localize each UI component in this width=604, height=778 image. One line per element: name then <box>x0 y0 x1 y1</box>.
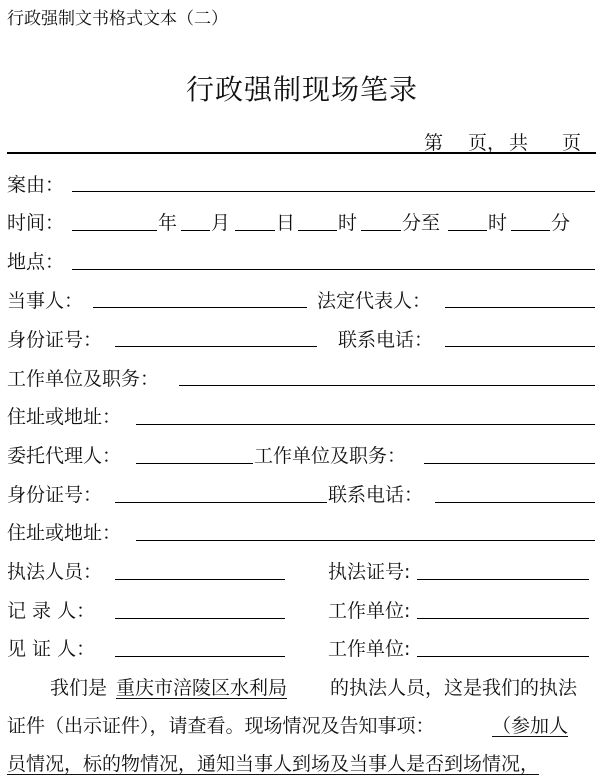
document-set-label: 行政强制文书格式文本（二） <box>7 9 228 29</box>
total-suffix: 页 <box>562 132 582 154</box>
end-hour-unit: 时 <box>488 212 508 234</box>
total-prefix: 共 <box>509 132 529 154</box>
time-label: 时间： <box>7 212 65 234</box>
agent-label: 委托代理人： <box>7 445 122 467</box>
address-label: 住址或地址： <box>7 406 122 428</box>
end-minute-unit: 分 <box>551 212 571 234</box>
witness-field[interactable] <box>115 656 285 657</box>
statement-line1-end: 的执法人员，这是我们的执法 <box>330 677 578 699</box>
agent-address-label: 住址或地址： <box>7 522 122 544</box>
phone-label: 联系电话： <box>338 329 434 351</box>
agent-phone-field[interactable] <box>435 502 595 503</box>
case-label: 案由： <box>7 174 65 196</box>
statement-line2: 证件（出示证件），请查看。现场情况及告知事项： <box>7 715 435 737</box>
day-field[interactable] <box>235 230 275 231</box>
hour-unit: 时 <box>338 212 358 234</box>
month-field[interactable] <box>181 230 210 231</box>
recorder-label: 记 录 人： <box>7 600 96 622</box>
header-rule <box>7 152 596 154</box>
agent-address-field[interactable] <box>136 540 595 541</box>
place-field[interactable] <box>72 269 595 270</box>
officer-field[interactable] <box>115 579 285 580</box>
witness-unit-label: 工作单位: <box>328 638 411 660</box>
work-unit-label: 工作单位及职务： <box>7 368 160 390</box>
minute-to-unit: 分至 <box>402 212 441 234</box>
recorder-unit-label: 工作单位: <box>328 600 411 622</box>
statement-line2-underlined: （参加人 <box>492 715 569 737</box>
agent-id-field[interactable] <box>115 502 327 503</box>
day-unit: 日 <box>276 212 296 234</box>
document-title: 行政强制现场笔录 <box>185 73 418 106</box>
agent-work-unit-label: 工作单位及职务： <box>254 445 407 467</box>
cert-number-label: 执法证号: <box>328 561 411 583</box>
recorder-field[interactable] <box>115 618 285 619</box>
agent-work-unit-field[interactable] <box>424 463 595 464</box>
page-suffix: 页， <box>468 132 507 154</box>
page-prefix: 第 <box>424 132 444 154</box>
agent-id-label: 身份证号： <box>7 484 103 506</box>
month-unit: 月 <box>211 212 231 234</box>
legal-rep-field[interactable] <box>445 307 595 308</box>
year-field[interactable] <box>72 230 157 231</box>
officer-label: 执法人员： <box>7 561 103 583</box>
minute-field[interactable] <box>361 230 401 231</box>
witness-unit-field[interactable] <box>417 656 589 657</box>
end-minute-field[interactable] <box>511 230 550 231</box>
agent-field[interactable] <box>136 463 253 464</box>
agent-phone-label: 联系电话： <box>328 484 424 506</box>
place-label: 地点： <box>7 251 65 273</box>
case-field[interactable] <box>72 191 595 192</box>
witness-label: 见 证 人： <box>7 638 96 660</box>
id-number-field[interactable] <box>115 346 317 347</box>
statement-intro: 我们是 <box>50 677 108 699</box>
statement-line3: 员情况，标的物情况，通知当事人到场及当事人是否到场情况， <box>7 753 540 775</box>
party-label: 当事人： <box>7 290 84 312</box>
id-number-label: 身份证号： <box>7 329 103 351</box>
cert-number-field[interactable] <box>417 579 589 580</box>
end-hour-field[interactable] <box>448 230 487 231</box>
party-field[interactable] <box>93 307 307 308</box>
work-unit-field[interactable] <box>179 385 595 386</box>
agency-name: 重庆市涪陵区水利局 <box>116 677 288 699</box>
hour-field[interactable] <box>298 230 337 231</box>
year-unit: 年 <box>158 212 178 234</box>
legal-rep-label: 法定代表人： <box>317 290 432 312</box>
address-field[interactable] <box>136 424 595 425</box>
phone-field[interactable] <box>445 346 595 347</box>
recorder-unit-field[interactable] <box>417 618 589 619</box>
